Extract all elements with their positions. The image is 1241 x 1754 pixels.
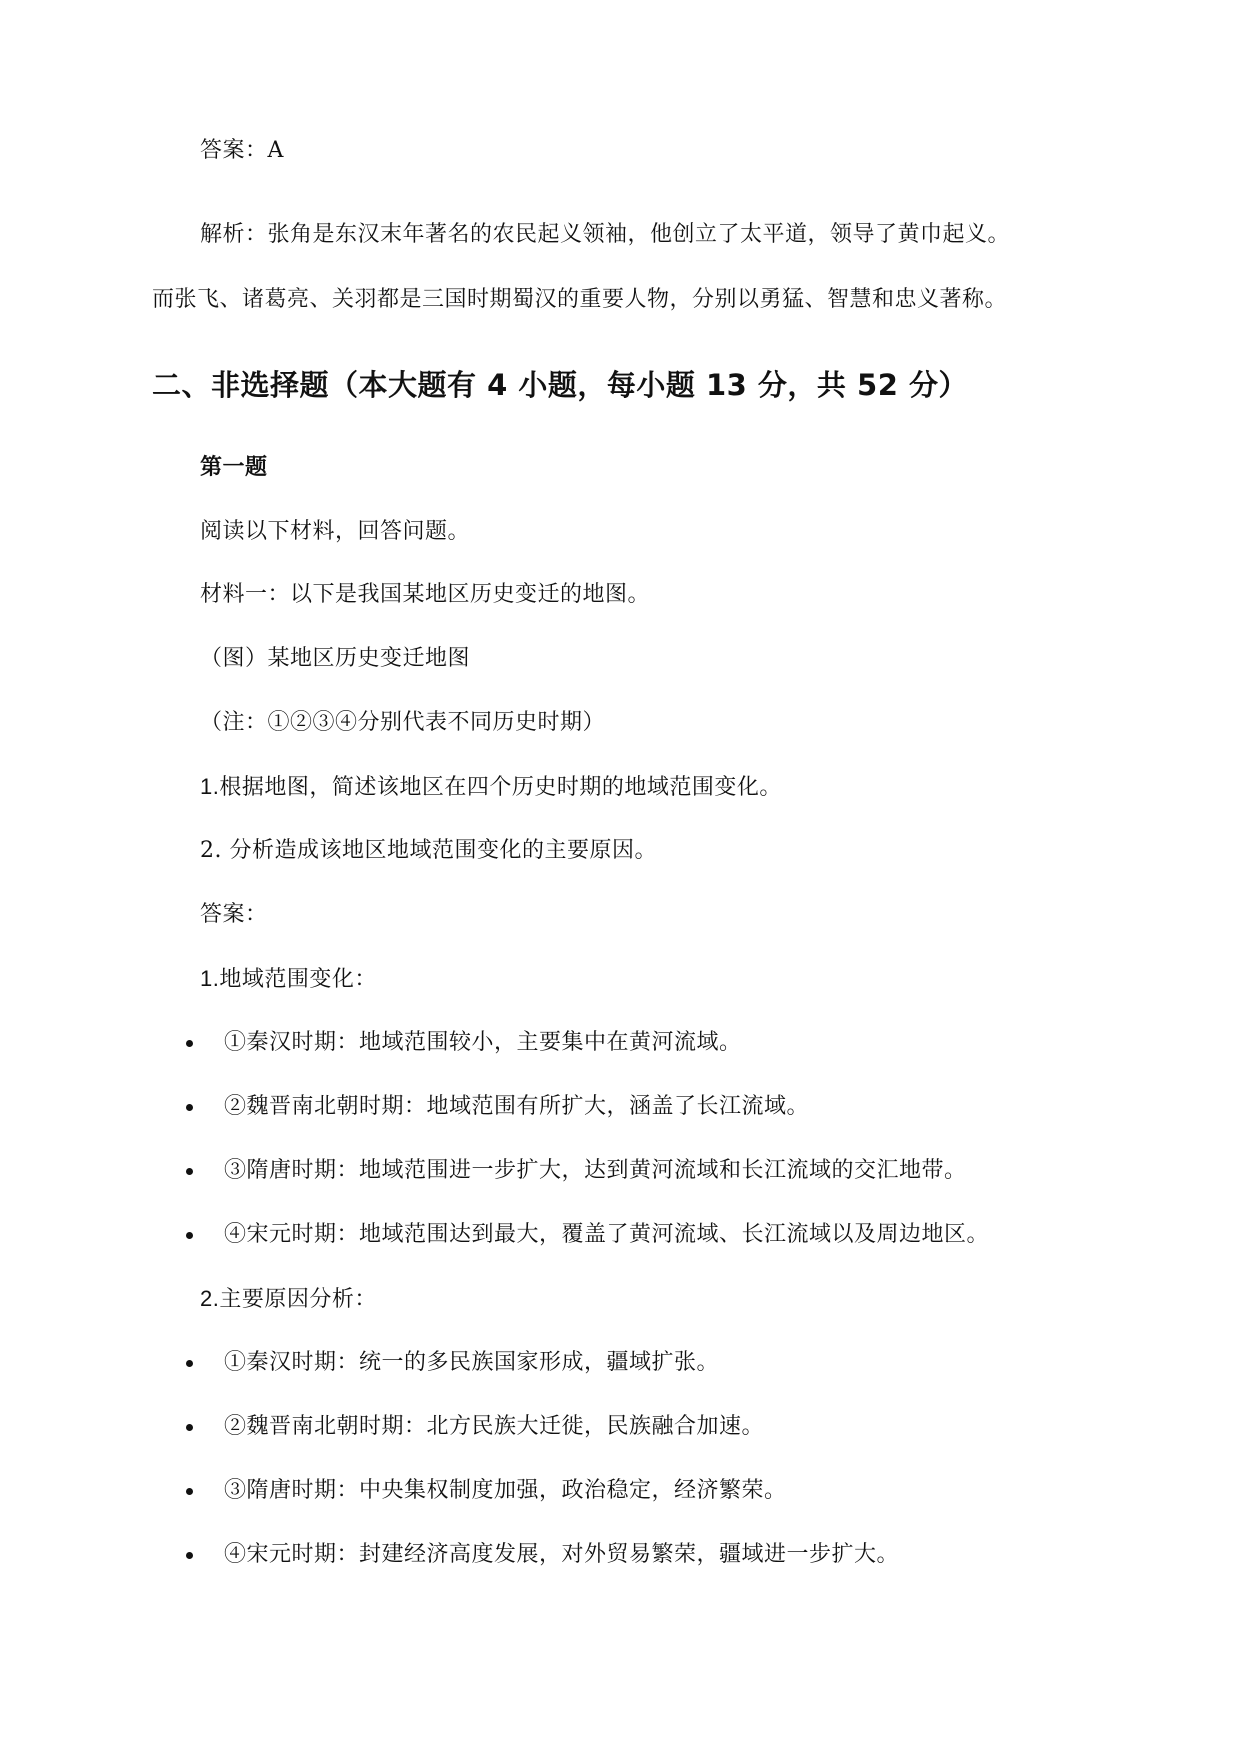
list-item-text: ②魏晋南北朝时期：北方民族大迁徙，民族融合加速。 (224, 1414, 765, 1439)
list-item-text: ③隋唐时期：地域范围进一步扩大，达到黄河流域和长江流域的交汇地带。 (224, 1158, 967, 1183)
list-item-text: ②魏晋南北朝时期：地域范围有所扩大，涵盖了长江流域。 (224, 1094, 810, 1119)
answer-1-title-text: 地域范围变化： (219, 967, 377, 992)
bullet-icon (186, 1552, 193, 1559)
bullet-icon (186, 1232, 193, 1239)
question-title: 第一题 (200, 455, 268, 480)
list-item-text: ①秦汉时期：地域范围较小，主要集中在黄河流域。 (224, 1030, 742, 1055)
list-item-text: ①秦汉时期：统一的多民族国家形成，疆域扩张。 (224, 1350, 720, 1375)
answer-1-title (200, 964, 377, 995)
figure-caption: （图）某地区历史变迁地图 (200, 646, 471, 671)
bullet-icon (186, 1168, 193, 1175)
previous-analysis-line-2: 而张飞、诸葛亮、关羽都是三国时期蜀汉的重要人物，分别以勇猛、智慧和忠义著称。 (152, 287, 1008, 312)
material-text: 材料一：以下是我国某地区历史变迁的地图。 (200, 582, 651, 607)
list-item-text: ④宋元时期：地域范围达到最大，覆盖了黄河流域、长江流域以及周边地区。 (224, 1222, 990, 1247)
bullet-icon (186, 1488, 193, 1495)
sub-question-2: 2. 分析造成该地区地域范围变化的主要原因。 (200, 838, 657, 863)
previous-answer: 答案：A (200, 138, 284, 163)
previous-analysis-line-1: 解析：张角是东汉末年著名的农民起义领袖，他创立了太平道，领导了黄巾起义。 (200, 222, 1011, 247)
sub-question-1-number: 1. (200, 774, 220, 799)
sub-question-1 (200, 772, 782, 803)
list-item-text: ③隋唐时期：中央集权制度加强，政治稳定，经济繁荣。 (224, 1478, 787, 1503)
instruction-text: 阅读以下材料，回答问题。 (200, 519, 471, 544)
bullet-icon (186, 1424, 193, 1431)
answer-label: 答案： (200, 902, 268, 927)
answer-2-title-text: 主要原因分析： (219, 1287, 377, 1312)
answer-2-title (200, 1284, 377, 1315)
list-item-text: ④宋元时期：封建经济高度发展，对外贸易繁荣，疆域进一步扩大。 (224, 1542, 900, 1567)
answer-1-number: 1. (200, 966, 220, 991)
bullet-icon (186, 1104, 193, 1111)
section-heading: 二、非选择题（本大题有 4 小题，每小题 13 分，共 52 分） (152, 368, 968, 402)
figure-note: （注：①②③④分别代表不同历史时期） (200, 710, 606, 735)
sub-question-1-text: 根据地图，简述该地区在四个历史时期的地域范围变化。 (219, 775, 782, 800)
bullet-icon (186, 1360, 193, 1367)
bullet-icon (186, 1040, 193, 1047)
answer-2-number: 2. (200, 1286, 220, 1311)
